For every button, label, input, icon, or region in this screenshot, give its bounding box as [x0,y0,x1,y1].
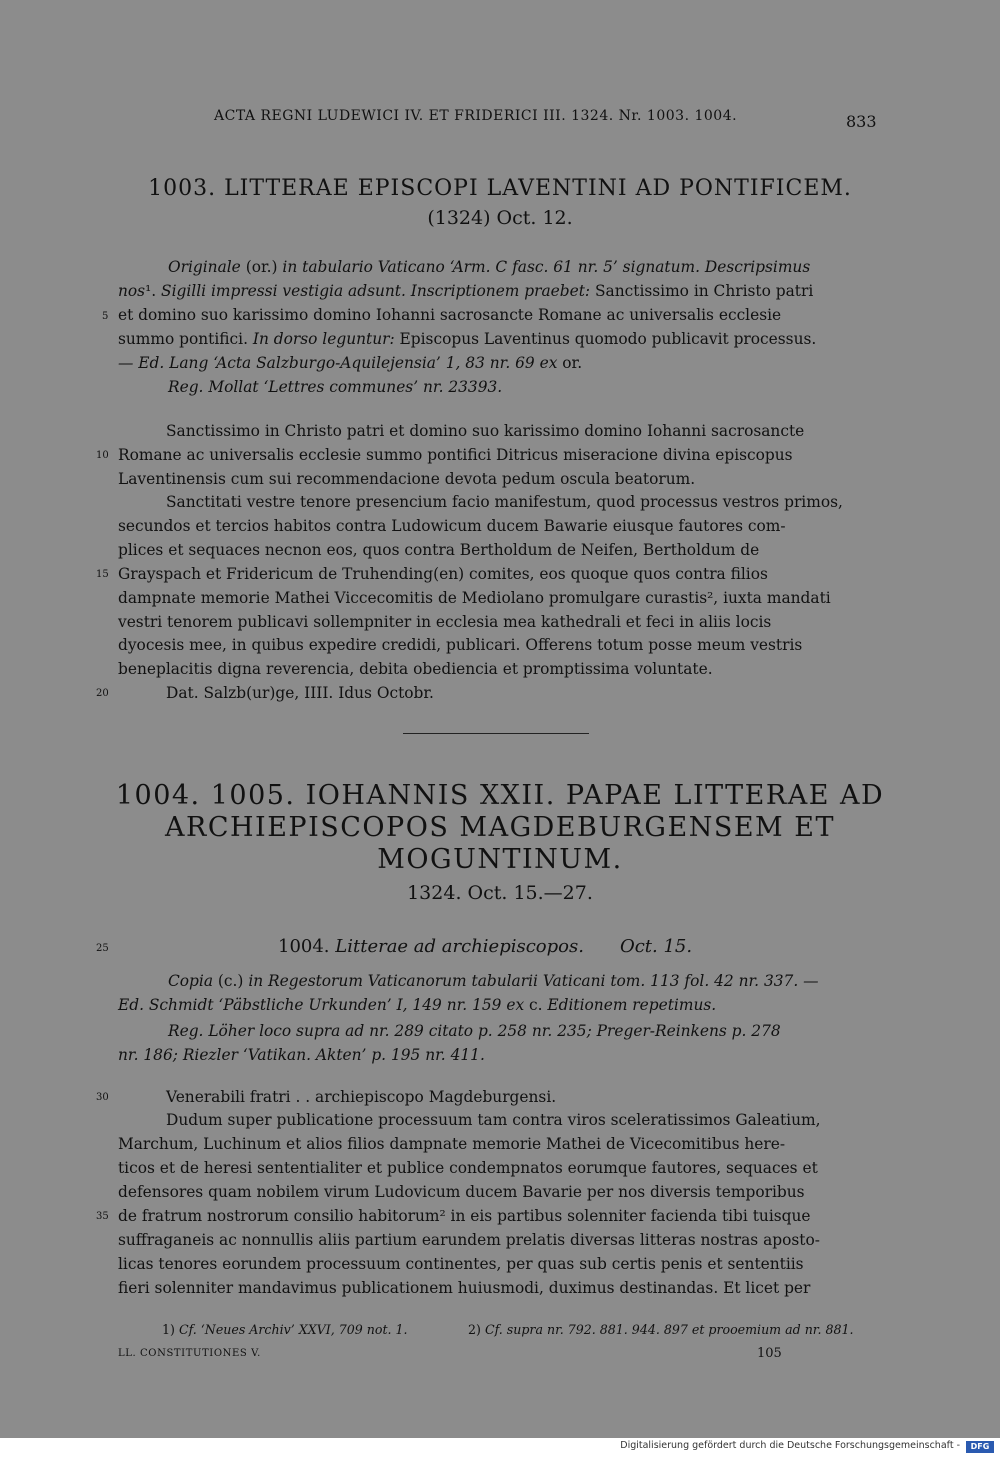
section-divider [403,733,589,734]
text-line: Venerabili fratri . . archiepiscopo Magdeburgensi. [166,1088,557,1106]
doc1004-title-line: 1004. 1005. IOHANNIS XXII. PAPAE LITTERAE AD [115,780,885,811]
doc1004-title-line: MOGUNTINUM. [377,844,623,875]
line-number: 25 [96,943,109,954]
text-line: Dat. Salzb(ur)ge, IIII. Idus Octobr. [166,684,434,702]
apparatus-line: nos¹. Sigilli impressi vestigia adsunt. Inscriptionem praebet: Sanctissimo in Christo patri [118,282,814,300]
text-line: plices et sequaces necnon eos, quos contra Bertholdum de Neifen, Bertholdum de [118,541,760,559]
doc1004-title-line: ARCHIEPISCOPOS MAGDEBURGENSEM ET [165,812,835,843]
apparatus-line: Reg. Mollat ‘Lettres communes’ nr. 23393. [168,378,503,396]
running-title: ACTA REGNI LUDEWICI IV. ET FRIDERICI III. 1324. Nr. 1003. 1004. [214,108,738,124]
text-line: Romane ac universalis ecclesie summo pontifici Ditricus miseracione divina episcopus [118,446,793,464]
text-line: Dudum super publicatione processuum tam contra viros sceleratissimos Galeatium, [166,1111,821,1129]
apparatus-line: Reg. Löher loco supra ad nr. 289 citato p. 258 nr. 235; Preger-Reinkens p. 278 [168,1022,781,1040]
text-line: ticos et de heresi sententialiter et publice condempnatos eorumque fautores, sequaces et [118,1159,818,1177]
line-number: 15 [96,569,109,580]
funding-credit: Digitalisierung gefördert durch die Deutsche Forschungsgemeinschaft - [620,1440,960,1451]
apparatus-line: — Ed. Lang ‘Acta Salzburgo-Aquilejensia’ 1, 83 nr. 69 ex or. [118,354,583,372]
text-line: suffraganeis ac nonnullis aliis partium earundem prelatis diversas litteras nostras aposto- [118,1231,820,1249]
doc1003-date: (1324) Oct. 12. [427,207,573,229]
text-line: secundos et tercios habitos contra Ludowicum ducem Bawarie eiusque fautores com- [118,517,786,535]
doc1004-date: 1324. Oct. 15.—27. [407,882,593,904]
apparatus-line: nr. 186; Riezler ‘Vatikan. Akten’ p. 195 nr. 411. [118,1046,485,1064]
text-line: beneplacitis digna reverencia, debita obediencia et promptissima voluntate. [118,660,713,678]
line-number: 20 [96,688,109,699]
line-number: 10 [96,450,109,461]
text-line: Sanctitati vestre tenore presencium facio manifestum, quod processus vestros primos, [166,493,843,511]
doc1003-title: 1003. LITTERAE EPISCOPI LAVENTINI AD PONTIFICEM. [148,176,852,201]
text-line: de fratrum nostrorum consilio habitorum² in eis partibus solenniter facienda tibi tuisque [118,1207,811,1225]
text-line: dampnate memorie Mathei Viccecomitis de Mediolano promulgare curastis², iuxta mandati [118,589,831,607]
signature-number: 105 [757,1346,782,1361]
text-line: Grayspach et Fridericum de Truhending(en) comites, eos quoque quos contra filios [118,565,768,583]
text-line: fieri solenniter mandavimus publicationem huiusmodi, duximus destinandas. Et licet per [118,1279,811,1297]
text-line: vestri tenorem publicavi sollempniter in ecclesia mea kathedrali et feci in aliis locis [118,613,772,631]
page-number: 833 [846,112,877,131]
apparatus-line: summo pontifici. In dorso leguntur: Episcopus Laventinus quomodo publicavit processus. [118,330,817,348]
signature-label: LL. CONSTITUTIONES V. [118,1348,261,1359]
apparatus-line: Ed. Schmidt ‘Päbstliche Urkunden’ I, 149 nr. 159 ex c. Editionem repetimus. [118,996,717,1014]
line-number: 5 [102,311,109,322]
line-number: 35 [96,1211,109,1222]
text-line: Sanctissimo in Christo patri et domino suo karissimo domino Iohanni sacrosancte [166,422,805,440]
footnote-2: 2) Cf. supra nr. 792. 881. 944. 897 et prooemium ad nr. 881. [468,1322,854,1337]
line-number: 30 [96,1092,109,1103]
apparatus-line: Copia (c.) in Regestorum Vaticanorum tabularii Vaticani tom. 113 fol. 42 nr. 337. — [168,972,819,990]
apparatus-line: et domino suo karissimo domino Iohanni sacrosancte Romane ac universalis ecclesie [118,306,782,324]
text-line: Laventinensis cum sui recommendacione devota pedum oscula beatorum. [118,470,696,488]
text-line: dyocesis mee, in quibus expedire credidi, publicari. Offerens totum posse meum vestris [118,636,803,654]
footnote-1: 1) Cf. ‘Neues Archiv’ XXVI, 709 not. 1. [162,1322,408,1337]
text-line: Marchum, Luchinum et alios filios dampnate memorie Mathei de Vicecomitibus here- [118,1135,786,1153]
text-line: defensores quam nobilem virum Ludovicum ducem Bavarie per nos diversis temporibus [118,1183,805,1201]
text-line: licas tenores eorundem processuum continentes, per quas sub certis penis et sententiis [118,1255,804,1273]
dfg-logo: DFG [966,1441,994,1453]
apparatus-line: Originale (or.) in tabulario Vaticano ‘Arm. C fasc. 61 nr. 5’ signatum. Descripsimus [168,258,811,276]
doc1004-subheading: 1004. Litterae ad archiepiscopos. Oct. 15. [278,936,693,957]
